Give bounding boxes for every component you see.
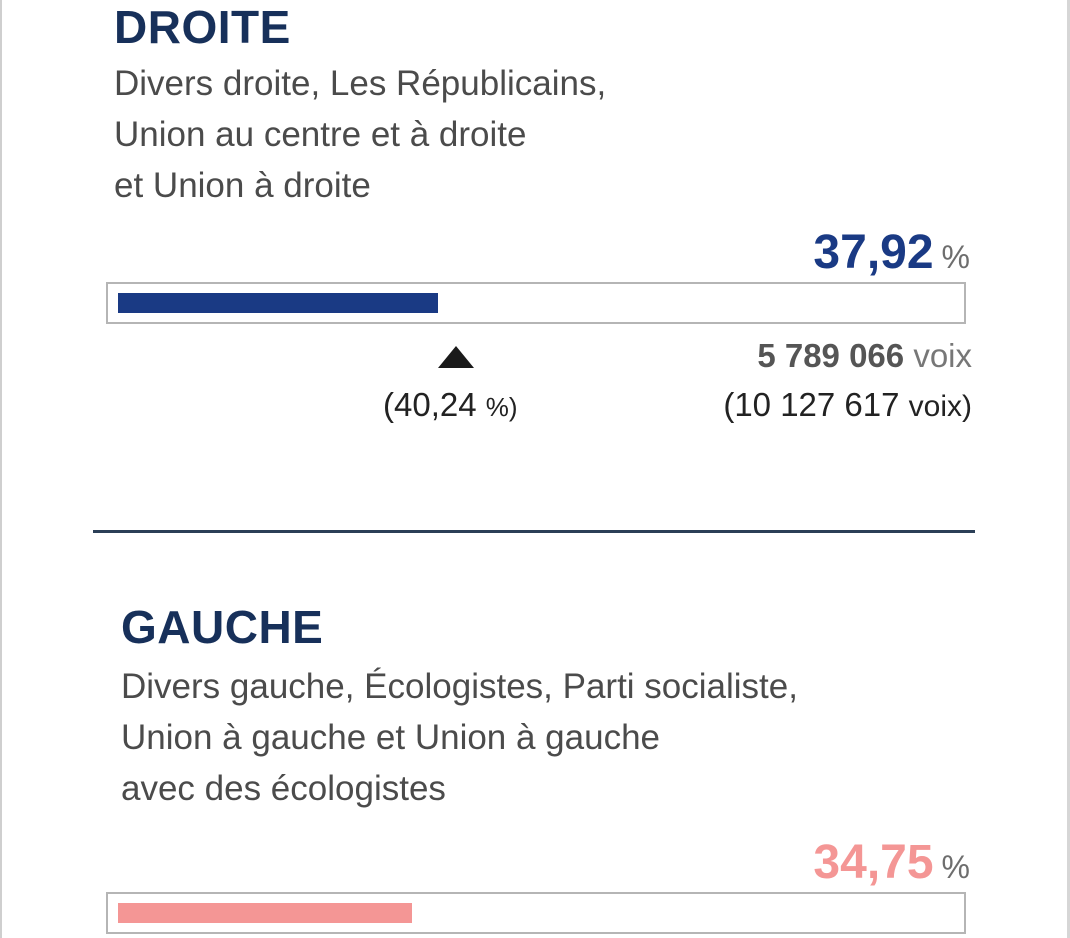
left-border [0,0,2,938]
gauche-progress-bar [106,892,966,934]
gauche-progress-fill [118,903,412,923]
droite-percentage-unit: % [941,239,970,275]
droite-percentage [813,225,970,280]
droite-votes-count: 5 789 066 [757,337,905,374]
droite-votes [757,337,972,375]
gauche-percentage [813,835,970,890]
droite-previous-percentage-unit: %) [485,392,518,422]
gauche-percentage-value: 34,75 [813,836,934,889]
droite-previous-votes-label: voix) [908,390,972,423]
droite-percentage-value: 37,92 [813,226,934,279]
droite-title: DROITE [114,1,291,53]
droite-progress-bar [106,282,966,324]
gauche-percentage-unit: % [941,849,970,885]
droite-previous-percentage [383,386,518,424]
droite-votes-label: voix [913,337,972,374]
gauche-title: GAUCHE [121,601,324,653]
section-divider [93,530,975,533]
gauche-description: Divers gauche, Écologistes, Parti socialiste, Union à gauche et Union à gauche avec des écologistes [121,667,798,808]
droite-previous-votes [723,386,972,424]
droite-description: Divers droite, Les Républicains, Union au centre et à droite et Union à droite [114,64,607,205]
droite-previous-votes-count: (10 127 617 [723,386,900,423]
previous-result-marker-icon [438,346,474,368]
droite-progress-fill [118,293,438,313]
droite-previous-percentage-value: (40,24 [383,386,477,423]
